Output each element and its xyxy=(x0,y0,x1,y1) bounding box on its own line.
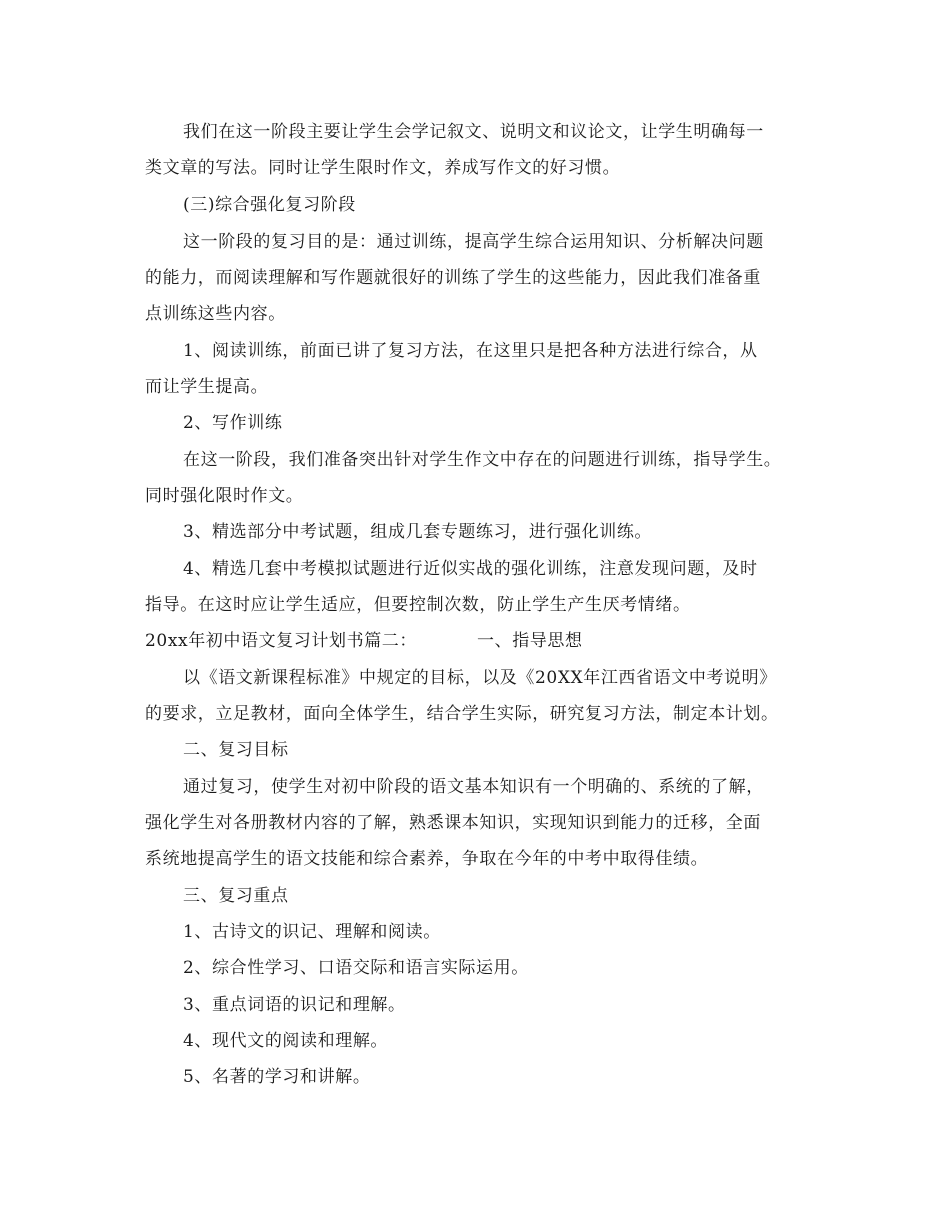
paragraph-line: 强化学生对各册教材内容的了解，熟悉课本知识，实现知识到能力的迁移，全面 xyxy=(145,813,761,833)
paragraph-line: 点训练这些内容。 xyxy=(145,304,286,324)
paragraph-line: 同时强化限时作文。 xyxy=(145,486,304,506)
paragraph-line: 而让学生提高。 xyxy=(145,377,269,397)
section-heading: 一、指导思想 xyxy=(477,631,583,651)
paragraph-line: 在这一阶段，我们准备突出针对学生作文中存在的问题进行训练，指导学生。 xyxy=(183,450,782,470)
paragraph-line: 这一阶段的复习目的是：通过训练，提高学生综合运用知识、分析解决问题 xyxy=(183,232,764,252)
paragraph-line: 我们在这一阶段主要让学生会学记叙文、说明文和议论文，让学生明确每一 xyxy=(183,122,764,142)
list-item: 4、现代文的阅读和理解。 xyxy=(183,1031,389,1051)
list-item: 2、综合性学习、口语交际和语言实际运用。 xyxy=(183,958,529,978)
paragraph-line: 指导。在这时应让学生适应，但要控制次数，防止学生产生厌考情绪。 xyxy=(145,595,691,615)
list-item: 5、名著的学习和讲解。 xyxy=(183,1067,371,1087)
paragraph-line: 1、阅读训练，前面已讲了复习方法，在这里只是把各种方法进行综合，从 xyxy=(183,341,758,361)
section-heading: 二、复习目标 xyxy=(183,740,289,760)
paragraph-line: 通过复习，使学生对初中阶段的语文基本知识有一个明确的、系统的了解， xyxy=(183,777,764,797)
list-item: 3、重点词语的识记和理解。 xyxy=(183,995,406,1015)
paragraph-line: 系统地提高学生的语文技能和综合素养，争取在今年的中考中取得佳绩。 xyxy=(145,849,709,869)
list-item: 1、古诗文的识记、理解和阅读。 xyxy=(183,922,441,942)
paragraph-line: 2、写作训练 xyxy=(183,413,283,433)
article-title: 20xx年初中语文复习计划书篇二： xyxy=(145,631,418,651)
section-heading: 三、复习重点 xyxy=(183,886,289,906)
section-heading: (三)综合强化复习阶段 xyxy=(183,195,356,215)
paragraph-line: 的要求，立足教材，面向全体学生，结合学生实际，研究复习方法，制定本计划。 xyxy=(145,704,779,724)
paragraph-line: 以《语文新课程标准》中规定的目标，以及《20XX年江西省语文中考说明》 xyxy=(183,668,777,688)
paragraph-line: 3、精选部分中考试题，组成几套专题练习，进行强化训练。 xyxy=(183,522,653,542)
article-title-line xyxy=(145,630,583,652)
paragraph-line: 类文章的写法。同时让学生限时作文，养成写作文的好习惯。 xyxy=(145,158,621,178)
paragraph-line: 4、精选几套中考模拟试题进行近似实战的强化训练，注意发现问题，及时 xyxy=(183,559,758,579)
paragraph-line: 的能力，而阅读理解和写作题就很好的训练了学生的这些能力，因此我们准备重 xyxy=(145,268,761,288)
